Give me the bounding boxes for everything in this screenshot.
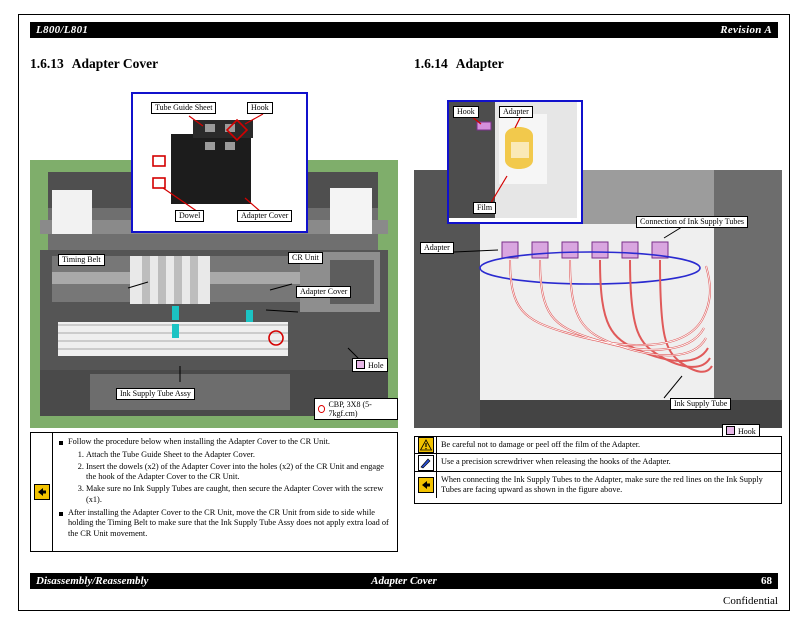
label-ink-supply-tube: Ink Supply Tube bbox=[670, 398, 731, 410]
caution-icon bbox=[31, 433, 53, 551]
screw-circle-icon bbox=[318, 405, 325, 413]
left-note-step-2: 2. Insert the dowels (x2) of the Adapter Cover into the holes (x2) of the CR Unit and engage the hook of the Adapter Cover to the CR Unit. bbox=[86, 462, 392, 484]
left-section-heading bbox=[30, 56, 398, 72]
page-footer bbox=[30, 573, 778, 589]
label-hook-inset-right: Hook bbox=[453, 106, 479, 118]
header-right-text: Revision A bbox=[720, 24, 772, 36]
label-adapter-photo: Adapter bbox=[420, 242, 454, 254]
right-inset-adapter-detail bbox=[447, 100, 583, 224]
label-dowel: Dowel bbox=[175, 210, 204, 222]
warning-icon bbox=[415, 437, 437, 453]
left-note-step-1: 1. Attach the Tube Guide Sheet to the Adapter Cover. bbox=[86, 450, 392, 461]
header-left-text: L800/L801 bbox=[36, 24, 89, 36]
footer-center-text: Adapter Cover bbox=[371, 575, 437, 587]
right-note-text-1: Be careful not to damage or peel off the film of the Adapter. bbox=[441, 440, 641, 449]
right-note-box bbox=[414, 436, 782, 504]
right-section-number: 1.6.14 bbox=[414, 56, 448, 71]
right-section-title: Adapter bbox=[455, 56, 504, 71]
label-adapter-cover-photo: Adapter Cover bbox=[296, 286, 351, 298]
page-header bbox=[30, 22, 778, 38]
confidential-mark: Confidential bbox=[723, 595, 778, 607]
label-screw-spec: CBP, 3X8 (5-7kgf.cm) bbox=[314, 398, 398, 420]
hole-swatch-icon bbox=[356, 360, 365, 369]
right-note-text-3: When connecting the Ink Supply Tubes to the Adapter, make sure the red lines on the Ink Supply Tubes are facing upward as shown in the figure above. bbox=[441, 474, 763, 495]
left-section-title: Adapter Cover bbox=[71, 56, 159, 71]
left-inset-adapter-cover-detail bbox=[131, 92, 308, 233]
label-ink-supply-tube-assy: Ink Supply Tube Assy bbox=[116, 388, 195, 400]
left-note-box bbox=[30, 432, 398, 552]
left-section-number: 1.6.13 bbox=[30, 56, 64, 71]
label-connection-of-ink-supply-tubes: Connection of Ink Supply Tubes bbox=[636, 216, 748, 228]
footer-left-text: Disassembly/Reassembly bbox=[36, 575, 149, 587]
right-note-row-1 bbox=[415, 437, 781, 454]
left-note-step-3: 3. Make sure no Ink Supply Tubes are caught, then secure the Adapter Cover with the screw (x1). bbox=[86, 484, 392, 506]
tool-icon bbox=[415, 454, 437, 470]
right-note-row-3 bbox=[415, 472, 781, 499]
left-note-bullet1: Follow the procedure below when installing the Adapter Cover to the CR Unit. bbox=[68, 437, 330, 446]
right-note-row-2 bbox=[415, 454, 781, 471]
left-note-text bbox=[53, 433, 397, 551]
hook-swatch-icon bbox=[726, 426, 735, 435]
right-column bbox=[414, 56, 782, 80]
label-hook-inset-left: Hook bbox=[247, 102, 273, 114]
left-column bbox=[30, 56, 398, 80]
label-cr-unit: CR Unit bbox=[288, 252, 323, 264]
label-adapter-inset: Adapter bbox=[499, 106, 533, 118]
label-film: Film bbox=[473, 202, 496, 214]
left-note-bullet2: After installing the Adapter Cover to the CR Unit, move the CR Unit from side to side while holding the Timing Belt to make sure that the Ink Supply Tube Assy does not apply extra load of the CR Unit movement. bbox=[58, 508, 392, 540]
legend-hook: Hook bbox=[722, 424, 760, 438]
footer-page-number: 68 bbox=[761, 575, 772, 587]
right-note-text-2: Use a precision screwdriver when releasing the hooks of the Adapter. bbox=[441, 457, 671, 467]
label-adapter-cover-inset: Adapter Cover bbox=[237, 210, 292, 222]
label-tube-guide-sheet: Tube Guide Sheet bbox=[151, 102, 216, 114]
right-section-heading bbox=[414, 56, 782, 72]
label-hole: Hole bbox=[352, 358, 388, 372]
label-timing-belt: Timing Belt bbox=[58, 254, 105, 266]
caution-icon-2 bbox=[415, 472, 437, 499]
